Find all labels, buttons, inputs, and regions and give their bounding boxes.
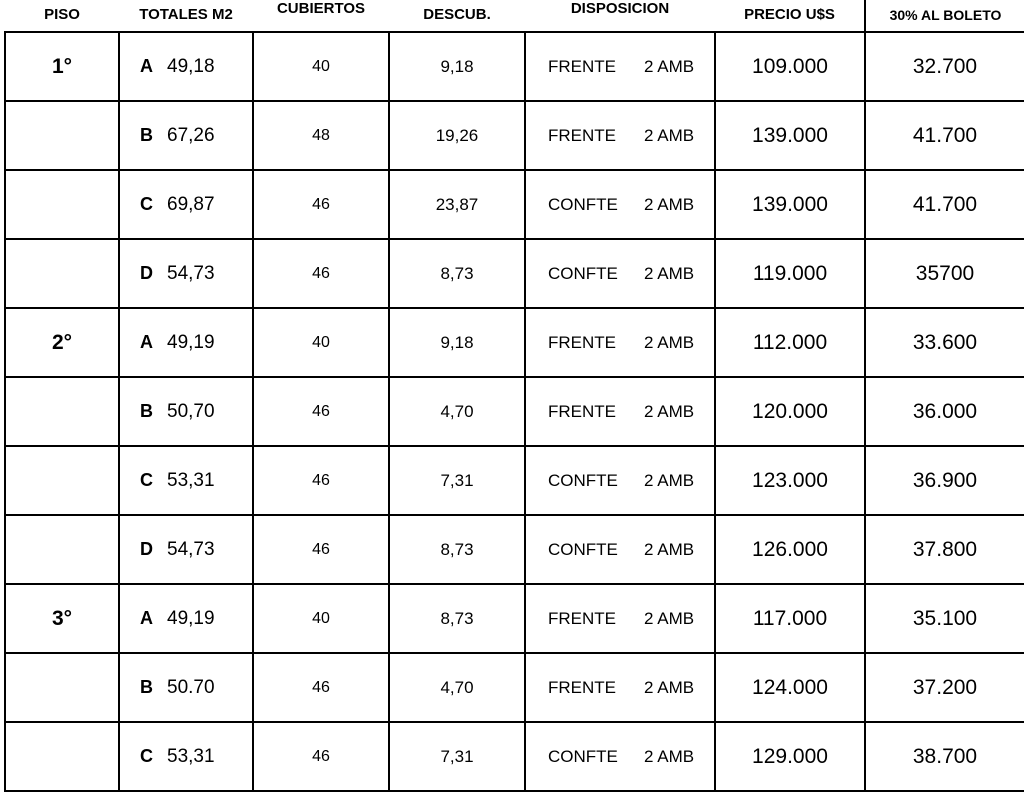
cell-totales-m2: [119, 239, 253, 308]
cell-boleto: 35700: [865, 239, 1024, 308]
totales-value: 54,73: [167, 538, 215, 560]
column-header-30-al-boleto: 30% AL BOLETO: [865, 0, 1024, 32]
orientacion-label: CONFTE: [548, 539, 618, 559]
cell-disposicion: [525, 32, 715, 101]
cell-boleto: 32.700: [865, 32, 1024, 101]
orientacion-label: FRENTE: [548, 56, 616, 76]
cell-piso: 1°: [5, 32, 119, 101]
cell-descubiertos: 9,18: [389, 32, 525, 101]
cell-piso: 3°: [5, 584, 119, 653]
cell-piso: 2°: [5, 308, 119, 377]
cell-descubiertos: 8,73: [389, 239, 525, 308]
ambientes-label: 2 AMB: [644, 401, 695, 421]
cell-piso: [5, 170, 119, 239]
cell-descubiertos: 4,70: [389, 653, 525, 722]
cell-totales-m2: [119, 101, 253, 170]
unit-letter: B: [140, 124, 153, 145]
cell-totales-m2: [119, 653, 253, 722]
cell-descubiertos: 7,31: [389, 722, 525, 791]
ambientes-label: 2 AMB: [644, 608, 695, 628]
cell-totales-m2: [119, 377, 253, 446]
cell-cubiertos: 46: [253, 722, 389, 791]
ambientes-label: 2 AMB: [644, 125, 695, 145]
cell-precio: 139.000: [715, 170, 865, 239]
cell-cubiertos: 46: [253, 653, 389, 722]
totales-value: 69,87: [167, 193, 215, 215]
cell-cubiertos: 46: [253, 377, 389, 446]
cell-boleto: 36.900: [865, 446, 1024, 515]
cell-descubiertos: 4,70: [389, 377, 525, 446]
cell-disposicion: [525, 446, 715, 515]
orientacion-label: CONFTE: [548, 194, 618, 214]
header-row: [5, 0, 1024, 32]
cell-disposicion: [525, 653, 715, 722]
table-row: [5, 308, 1024, 377]
ambientes-label: 2 AMB: [644, 539, 695, 559]
cell-precio: 123.000: [715, 446, 865, 515]
cell-disposicion: [525, 239, 715, 308]
cell-boleto: 41.700: [865, 101, 1024, 170]
cell-cubiertos: 46: [253, 515, 389, 584]
cell-precio: 119.000: [715, 239, 865, 308]
orientacion-label: CONFTE: [548, 263, 618, 283]
table-row: [5, 101, 1024, 170]
totales-value: 49,19: [167, 331, 215, 353]
ambientes-label: 2 AMB: [644, 746, 695, 766]
totales-value: 50,70: [167, 400, 215, 422]
cell-boleto: 37.200: [865, 653, 1024, 722]
column-header-totales-m2: TOTALES M2: [119, 0, 253, 32]
cell-precio: 120.000: [715, 377, 865, 446]
cell-precio: 109.000: [715, 32, 865, 101]
cell-cubiertos: 40: [253, 32, 389, 101]
orientacion-label: FRENTE: [548, 608, 616, 628]
totales-value: 54,73: [167, 262, 215, 284]
table-row: [5, 170, 1024, 239]
table-row: [5, 584, 1024, 653]
table-row: [5, 722, 1024, 791]
ambientes-label: 2 AMB: [644, 677, 695, 697]
cell-totales-m2: [119, 308, 253, 377]
unit-letter: A: [140, 55, 153, 76]
table-row: [5, 653, 1024, 722]
cell-totales-m2: [119, 446, 253, 515]
cell-descubiertos: 19,26: [389, 101, 525, 170]
cell-disposicion: [525, 170, 715, 239]
cell-precio: 112.000: [715, 308, 865, 377]
cell-disposicion: [525, 722, 715, 791]
cell-piso: [5, 722, 119, 791]
ambientes-label: 2 AMB: [644, 332, 695, 352]
cell-piso: [5, 515, 119, 584]
orientacion-label: FRENTE: [548, 125, 616, 145]
cell-descubiertos: 7,31: [389, 446, 525, 515]
cell-boleto: 36.000: [865, 377, 1024, 446]
orientacion-label: CONFTE: [548, 470, 618, 490]
orientacion-label: FRENTE: [548, 677, 616, 697]
totales-value: 53,31: [167, 469, 215, 491]
totales-value: 53,31: [167, 745, 215, 767]
unit-letter: D: [140, 538, 153, 559]
cell-totales-m2: [119, 515, 253, 584]
totales-value: 50.70: [167, 676, 215, 698]
cell-precio: 126.000: [715, 515, 865, 584]
cell-totales-m2: [119, 584, 253, 653]
cell-disposicion: [525, 584, 715, 653]
unit-letter: C: [140, 469, 153, 490]
cell-piso: [5, 101, 119, 170]
cell-piso: [5, 377, 119, 446]
cell-cubiertos: 48: [253, 101, 389, 170]
cell-disposicion: [525, 101, 715, 170]
ambientes-label: 2 AMB: [644, 263, 695, 283]
unit-letter: A: [140, 331, 153, 352]
cell-precio: 139.000: [715, 101, 865, 170]
cell-descubiertos: 9,18: [389, 308, 525, 377]
cell-cubiertos: 40: [253, 584, 389, 653]
column-header-cubiertos: CUBIERTOS: [253, 0, 389, 32]
cell-cubiertos: 40: [253, 308, 389, 377]
column-header-piso: PISO: [5, 0, 119, 32]
cell-boleto: 33.600: [865, 308, 1024, 377]
table-header: [5, 0, 1024, 32]
cell-precio: 129.000: [715, 722, 865, 791]
cell-descubiertos: 8,73: [389, 584, 525, 653]
cell-boleto: 38.700: [865, 722, 1024, 791]
cell-cubiertos: 46: [253, 446, 389, 515]
unit-letter: A: [140, 607, 153, 628]
table-row: [5, 515, 1024, 584]
cell-totales-m2: [119, 722, 253, 791]
table-row: [5, 377, 1024, 446]
column-header-descubiertos: DESCUB.: [389, 0, 525, 32]
ambientes-label: 2 AMB: [644, 56, 695, 76]
cell-disposicion: [525, 377, 715, 446]
cell-precio: 117.000: [715, 584, 865, 653]
table-row: [5, 239, 1024, 308]
cell-totales-m2: [119, 170, 253, 239]
cell-boleto: 37.800: [865, 515, 1024, 584]
column-header-disposicion: DISPOSICION: [525, 0, 715, 32]
ambientes-label: 2 AMB: [644, 194, 695, 214]
cell-piso: [5, 653, 119, 722]
totales-value: 49,18: [167, 55, 215, 77]
cell-piso: [5, 239, 119, 308]
cell-disposicion: [525, 308, 715, 377]
unit-letter: C: [140, 193, 153, 214]
cell-piso: [5, 446, 119, 515]
cell-disposicion: [525, 515, 715, 584]
totales-value: 67,26: [167, 124, 215, 146]
price-table: [4, 0, 1024, 792]
cell-totales-m2: [119, 32, 253, 101]
orientacion-label: CONFTE: [548, 746, 618, 766]
table-row: [5, 32, 1024, 101]
orientacion-label: FRENTE: [548, 332, 616, 352]
cell-boleto: 41.700: [865, 170, 1024, 239]
totales-value: 49,19: [167, 607, 215, 629]
cell-precio: 124.000: [715, 653, 865, 722]
ambientes-label: 2 AMB: [644, 470, 695, 490]
cell-cubiertos: 46: [253, 170, 389, 239]
table-body: [5, 32, 1024, 791]
cell-descubiertos: 23,87: [389, 170, 525, 239]
cell-boleto: 35.100: [865, 584, 1024, 653]
unit-letter: B: [140, 400, 153, 421]
unit-letter: C: [140, 745, 153, 766]
column-header-precio-uss: PRECIO U$S: [715, 0, 865, 32]
cell-descubiertos: 8,73: [389, 515, 525, 584]
unit-letter: D: [140, 262, 153, 283]
orientacion-label: FRENTE: [548, 401, 616, 421]
unit-letter: B: [140, 676, 153, 697]
cell-cubiertos: 46: [253, 239, 389, 308]
table-row: [5, 446, 1024, 515]
